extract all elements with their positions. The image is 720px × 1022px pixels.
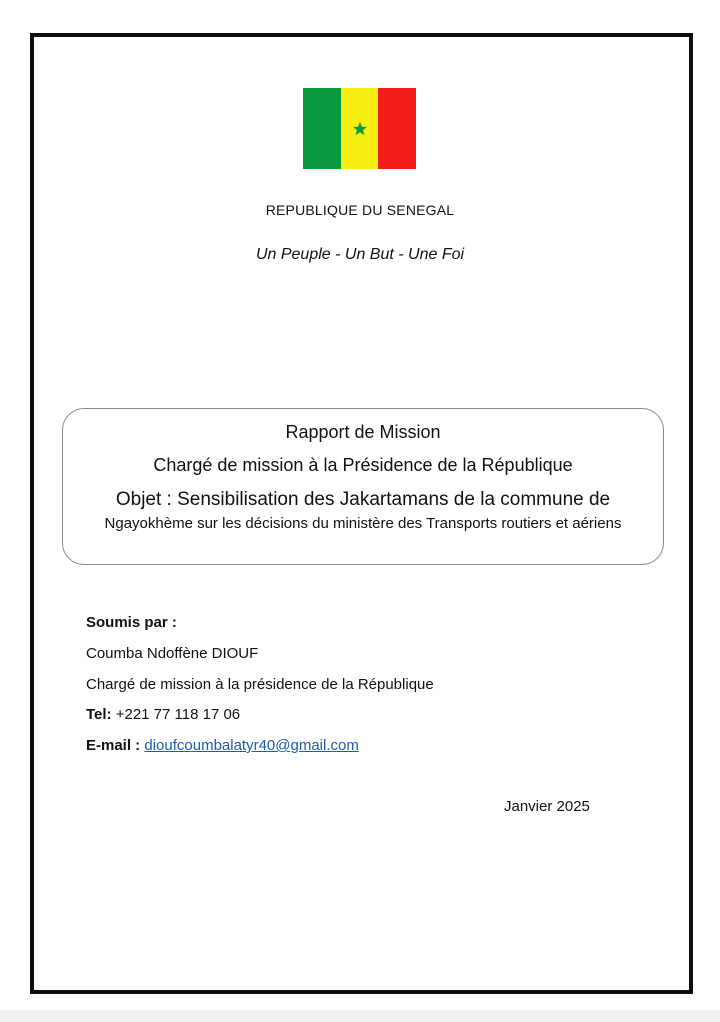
national-motto: Un Peuple - Un But - Une Foi [255, 246, 465, 263]
report-object-line1: Objet : Sensibilisation des Jakartamans de la commune de [115, 489, 611, 510]
submitter-role: Chargé de mission à la présidence de la République [86, 676, 434, 693]
submitter-phone [86, 706, 240, 723]
flag-band-yellow [341, 88, 379, 169]
phone-value: +221 77 118 17 06 [111, 706, 241, 723]
senegal-flag [303, 88, 416, 169]
flag-band-green [303, 88, 341, 169]
report-title-box [62, 408, 664, 565]
submitter-name: Coumba Ndoffène DIOUF [86, 645, 259, 662]
email-label: E-mail : [86, 737, 141, 754]
flag-band-red [378, 88, 416, 169]
submitted-by-heading: Soumis par : [86, 614, 177, 631]
report-subtitle: Chargé de mission à la Présidence de la République [153, 455, 573, 475]
phone-label: Tel: [86, 706, 112, 723]
submitter-email [86, 737, 359, 754]
report-object-line2: Ngayokhème sur les décisions du ministère des Transports routiers et aériens [104, 515, 622, 532]
country-name: REPUBLIQUE DU SENEGAL [265, 202, 455, 218]
report-date: Janvier 2025 [504, 798, 590, 815]
star-icon [352, 121, 368, 137]
report-title: Rapport de Mission [285, 422, 441, 442]
email-link[interactable]: dioufcoumbalatyr40@gmail.com [144, 737, 359, 754]
